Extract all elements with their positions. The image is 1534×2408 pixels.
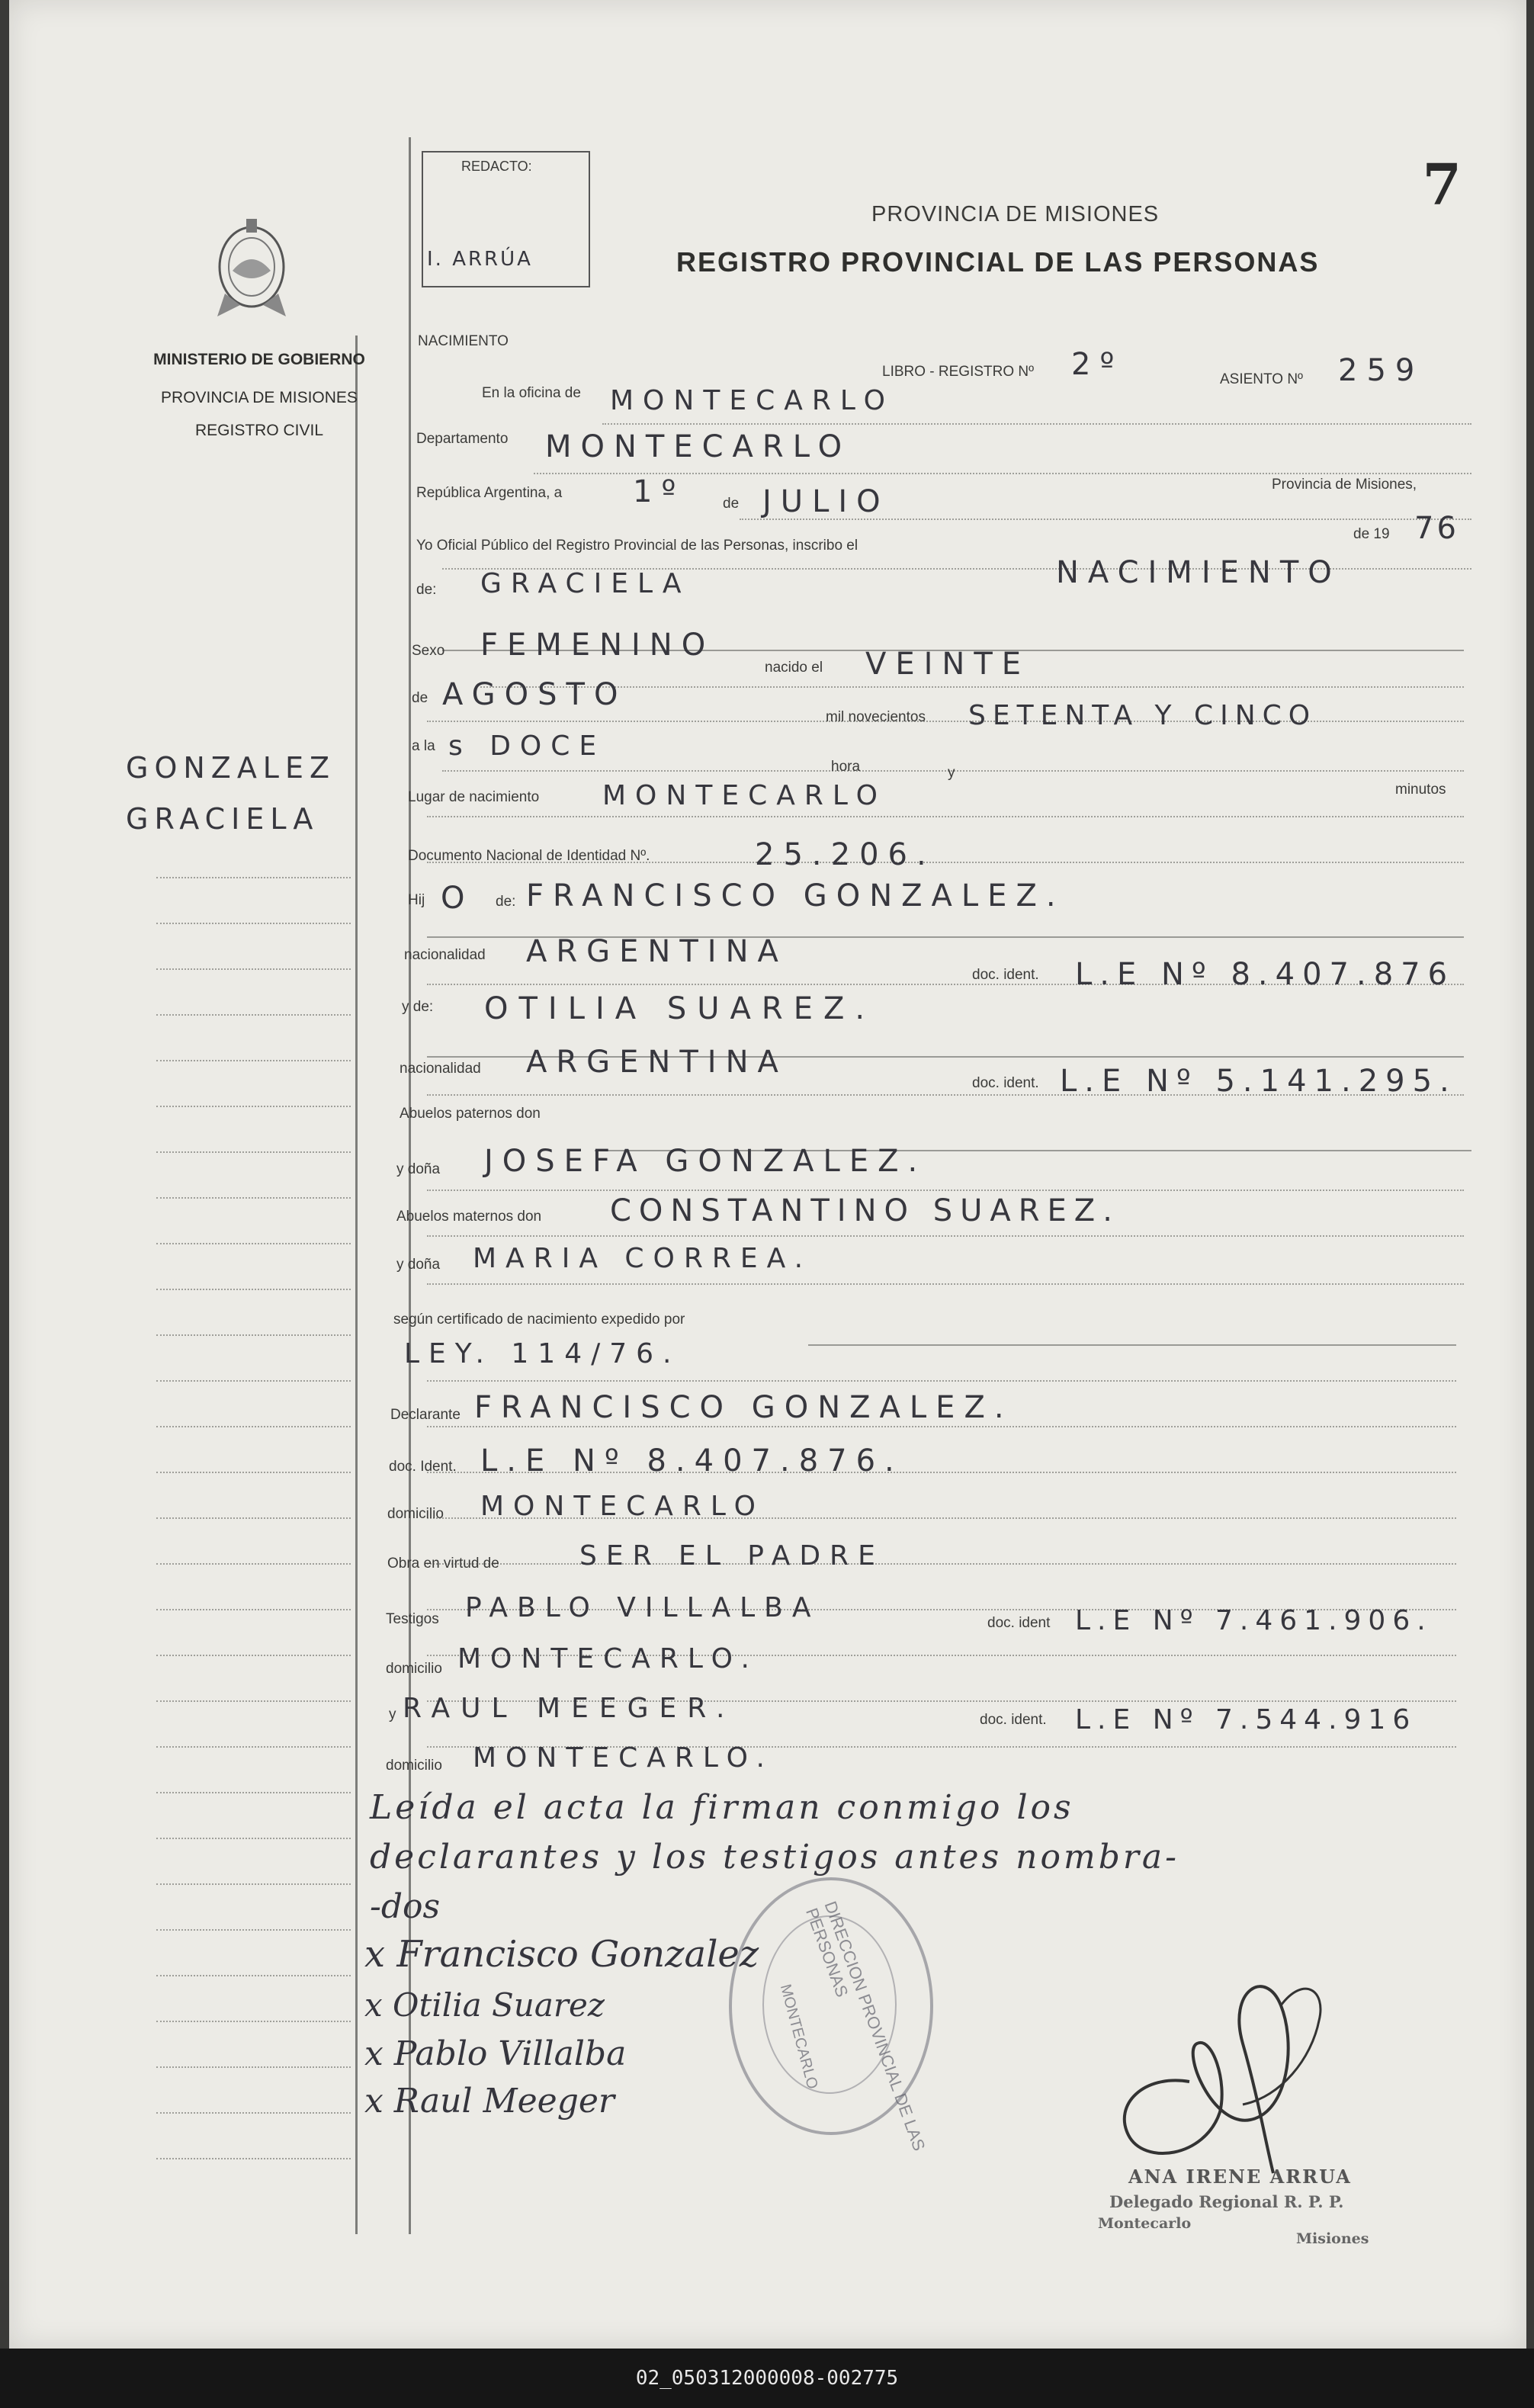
abuelos-m-label: Abuelos maternos don [396,1209,542,1225]
abuela-m-value: MARIA CORREA. [473,1243,813,1274]
lugar-label: Lugar de nacimiento [408,789,540,805]
dia-value: 1º [633,474,685,509]
doc-declarante-value: L.E Nº 8.407.876. [480,1443,903,1479]
province-title: PROVINCIA DE MISIONES [871,202,1160,226]
mes-value: JULIO [762,484,890,519]
sexo-value: FEMENINO [480,628,715,663]
asiento-value: 259 [1338,353,1424,388]
official-city: Montecarlo [1098,2215,1192,2232]
y-testigo-label: y [389,1706,396,1723]
official-title: Delegado Regional R. P. P. [1109,2192,1344,2211]
ministry-line-1: MINISTERIO DE GOBIERNO [153,351,365,368]
certificado-label: según certificado de nacimiento expedido por [393,1312,685,1328]
testigo2-dom: MONTECARLO. [473,1742,774,1774]
official-name: ANA IRENE ARRUA [1128,2166,1352,2188]
dni-value: 25.206. [755,837,935,872]
alas-label: a la [412,738,435,754]
closing-line-3: -dos [370,1887,441,1926]
alas-value: s DOCE [448,730,606,762]
yde-label: y de: [402,999,434,1015]
vertical-rule-left [355,336,358,2234]
de3-label: de [412,690,428,706]
domicilio-label: domicilio [387,1506,444,1522]
ministry-line-3: REGISTRO CIVIL [194,422,324,439]
signature-2: x Otilia Suarez [364,1986,605,2024]
coat-of-arms-icon [210,202,294,324]
docident-madre-label: doc. ident. [972,1075,1039,1091]
registry-title: REGISTRO PROVINCIAL DE LAS PERSONAS [676,246,1320,278]
signature-3: x Pablo Villalba [364,2034,627,2073]
testigo1-dom-label: domicilio [386,1661,442,1677]
obra-label: Obra en virtud de [387,1556,499,1572]
anio-nac-value: SETENTA Y CINCO [968,700,1317,731]
ministry-line-2: PROVINCIA DE MISIONES [161,389,358,406]
de2-label: de: [416,582,437,598]
testigo2-dom-label: domicilio [386,1758,442,1774]
doc-ident2-label: doc. ident [987,1615,1051,1631]
doc-padre-value: L.E Nº 8.407.876 [1075,957,1455,992]
abuela-p-value: JOSEFA GONZALEZ. [484,1144,927,1179]
mil-label: mil novecientos [826,709,926,725]
certificado-value: LEY. 114/76. [404,1338,681,1369]
official-seal-text: DIRECCION PROVINCIAL DE LAS PERSONAS [802,1899,929,2154]
margin-note-name: GRACIELA [126,802,319,836]
nac-padre-value: ARGENTINA [526,934,788,969]
official-signature [1098,1929,1372,2181]
testigo1-doc: L.E Nº 7.461.906. [1075,1605,1433,1636]
docident-testigo2-label: doc. ident. [980,1712,1047,1728]
nombre-value: GRACIELA [480,568,691,599]
domicilio-value: MONTECARLO [480,1491,765,1522]
lugar-value: MONTECARLO [602,780,887,811]
ydona-m-label: y doña [396,1257,441,1273]
oficina-value: MONTECARLO [610,385,894,416]
redacto-value: I. ARRÚA [427,248,533,271]
provincia-label: Provincia de Misiones, [1272,477,1417,493]
doc-ident-label: doc. Ident. [389,1459,457,1475]
departamento-value: MONTECARLO [545,429,852,464]
dni-label: Documento Nacional de Identidad Nº. [408,848,650,864]
redacto-label: REDACTO: [461,159,532,174]
hora-label: hora [831,759,861,775]
testigo1-dom: MONTECARLO. [457,1643,759,1674]
anio-value: 76 [1414,511,1459,546]
oficina-label: En la oficina de [482,385,581,401]
testigo2-doc: L.E Nº 7.544.916 [1075,1704,1417,1735]
hijo-value: O [441,881,474,916]
nacido-label: nacido el [765,660,823,676]
testigos-label: Testigos [386,1611,439,1627]
official-province: Misiones [1296,2230,1369,2247]
de-label: de [723,496,740,512]
signature-1: x Francisco Gonzalez [364,1933,759,1976]
testigo1-value: PABLO VILLALBA [465,1592,820,1623]
signature-4: x Raul Meeger [364,2082,615,2121]
republica-label: República Argentina, a [416,485,563,501]
nac-padre-label: nacionalidad [404,947,486,963]
acto-value: NACIMIENTO [1056,555,1341,590]
doc-madre-value: L.E Nº 5.141.295. [1060,1064,1457,1099]
margin-note-surname: GONZALEZ [126,751,336,785]
sexo-label: Sexo [412,643,445,659]
nac-madre-value: ARGENTINA [526,1045,788,1080]
docident-padre-label: doc. ident. [972,967,1039,983]
nacimiento-label: NACIMIENTO [418,333,509,349]
closing-line-2: declarantes y los testigos antes nombra- [370,1838,1179,1877]
y-label: y [948,765,955,781]
minutos-label: minutos [1395,782,1446,798]
departamento-label: Departamento [416,431,509,447]
asiento-label: ASIENTO Nº [1220,371,1303,387]
nacido-value: VEINTE [865,647,1031,682]
file-id: 02_050312000008-002775 [635,2367,899,2390]
anio-label: de 19 [1353,526,1390,542]
de4-label: de: [496,894,516,910]
closing-line-1: Leída el acta la firman conmigo los [370,1788,1074,1827]
ydona-p-label: y doña [396,1161,441,1177]
testigo2-value: RAUL MEEGER. [403,1693,736,1724]
official-seal-city: MONTECARLO [776,1983,821,2092]
declarante-label: Declarante [390,1407,461,1423]
madre-value: OTILIA SUAREZ. [484,991,876,1026]
abuelos-p-label: Abuelos paternos don [400,1106,541,1122]
libro-value: 2º [1071,347,1124,382]
libro-label: LIBRO - REGISTRO Nº [882,364,1035,380]
mes-nac-value: AGOSTO [442,677,627,712]
hijo-label: Hij [408,892,425,908]
abuelo-m-value: CONSTANTINO SUAREZ. [610,1193,1120,1228]
page-number: 7 [1422,153,1462,218]
obra-value: SER EL PADRE [579,1540,884,1572]
nac-madre-label: nacionalidad [400,1061,481,1077]
oficial-text: Yo Oficial Público del Registro Provincial de las Personas, inscribo el [416,538,858,554]
padre-value: FRANCISCO GONZALEZ. [526,878,1065,913]
declarante-value: FRANCISCO GONZALEZ. [474,1390,1013,1425]
